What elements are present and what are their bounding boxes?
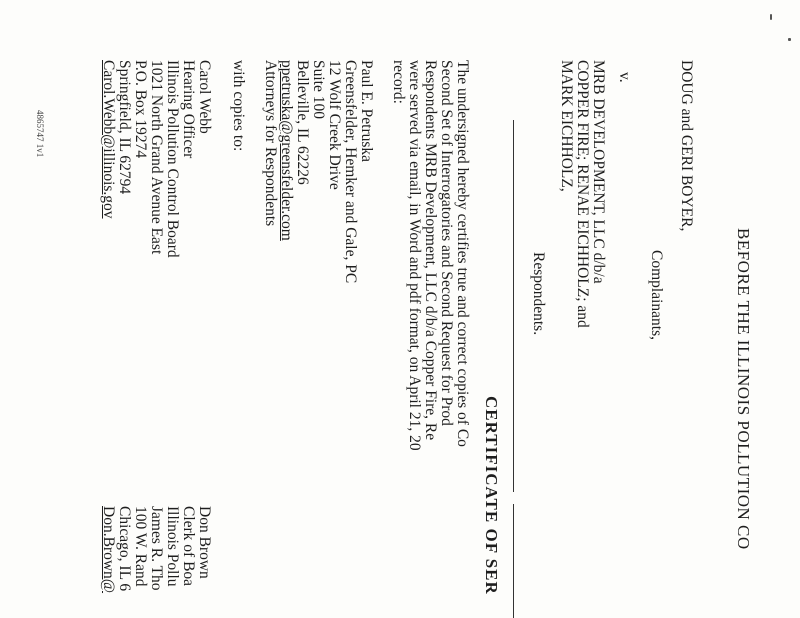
officer-line: Hearing Officer bbox=[180, 60, 197, 159]
respondent-line: COPPER FIRE; RENAE EICHHOLZ; and bbox=[574, 60, 591, 328]
clerk-line: James R. Tho bbox=[148, 506, 165, 591]
officer-line: Springfield, IL 62794 bbox=[116, 60, 133, 195]
attorney-email-link[interactable]: ppetruska@greensfelder.com bbox=[278, 60, 295, 241]
respondent-line: MRB DEVELOPMENT, LLC d/b/a bbox=[590, 60, 607, 284]
certificate-body-line: The undersigned hereby certifies true and correct copies of Co bbox=[454, 60, 471, 447]
clerk-line: Chicago, IL 6 bbox=[116, 506, 133, 592]
scan-speck bbox=[770, 14, 772, 20]
attorney-line: Paul E. Petruska bbox=[358, 60, 375, 163]
officer-email-link[interactable]: Carol.Webb@illinois.gov bbox=[100, 60, 117, 219]
file-number: 4865747 1v1 bbox=[35, 110, 45, 158]
clerk-email-link[interactable]: Don.Brown@ bbox=[100, 506, 117, 594]
attorney-line: 12 Wolf Creek Drive bbox=[326, 60, 343, 190]
certificate-body-line: record: bbox=[390, 60, 407, 104]
complainant-name: DOUG and GERI BOYER, bbox=[678, 60, 695, 232]
caption-divider-line bbox=[513, 120, 514, 492]
respondents-label: Respondents. bbox=[530, 252, 547, 336]
clerk-line: Illinois Pollu bbox=[164, 506, 181, 587]
copies-label: with copies to: bbox=[230, 60, 247, 152]
certificate-body-line: were served via email, in Word and pdf format, on April 21, 20 bbox=[406, 60, 423, 451]
tribunal-header: BEFORE THE ILLINOIS POLLUTION CO bbox=[734, 228, 753, 550]
officer-line: P.O. Box 19274 bbox=[132, 60, 149, 159]
officer-line: Illinois Pollution Control Board bbox=[164, 60, 181, 258]
officer-line: 1021 North Grand Avenue East bbox=[148, 60, 165, 255]
clerk-line: Don Brown bbox=[196, 506, 213, 579]
attorney-line: Greensfelder, Hemker and Gale, PC bbox=[342, 60, 359, 284]
officer-line: Carol Webb bbox=[196, 60, 213, 134]
versus: v. bbox=[616, 72, 633, 83]
respondent-line: MARK EICHHOLZ, bbox=[558, 60, 575, 192]
scan-speck bbox=[788, 38, 791, 41]
caption-right-rule bbox=[513, 504, 514, 618]
certificate-title: CERTIFICATE OF SER bbox=[482, 396, 501, 595]
attorney-line: Belleville, IL 62226 bbox=[294, 60, 311, 185]
certificate-body-line: Respondents MRB Development, LLC d/b/a Copper Fire, Re bbox=[422, 60, 439, 441]
clerk-line: Clerk of Boa bbox=[180, 506, 197, 587]
attorney-line: Suite 100 bbox=[310, 60, 327, 119]
certificate-body-line: Second Set of Interrogatories and Second Request for Prod bbox=[438, 60, 455, 426]
complainants-label: Complainants, bbox=[648, 250, 665, 340]
attorney-line: Attorneys for Respondents bbox=[262, 60, 279, 227]
clerk-line: 100 W. Rand bbox=[132, 506, 149, 587]
